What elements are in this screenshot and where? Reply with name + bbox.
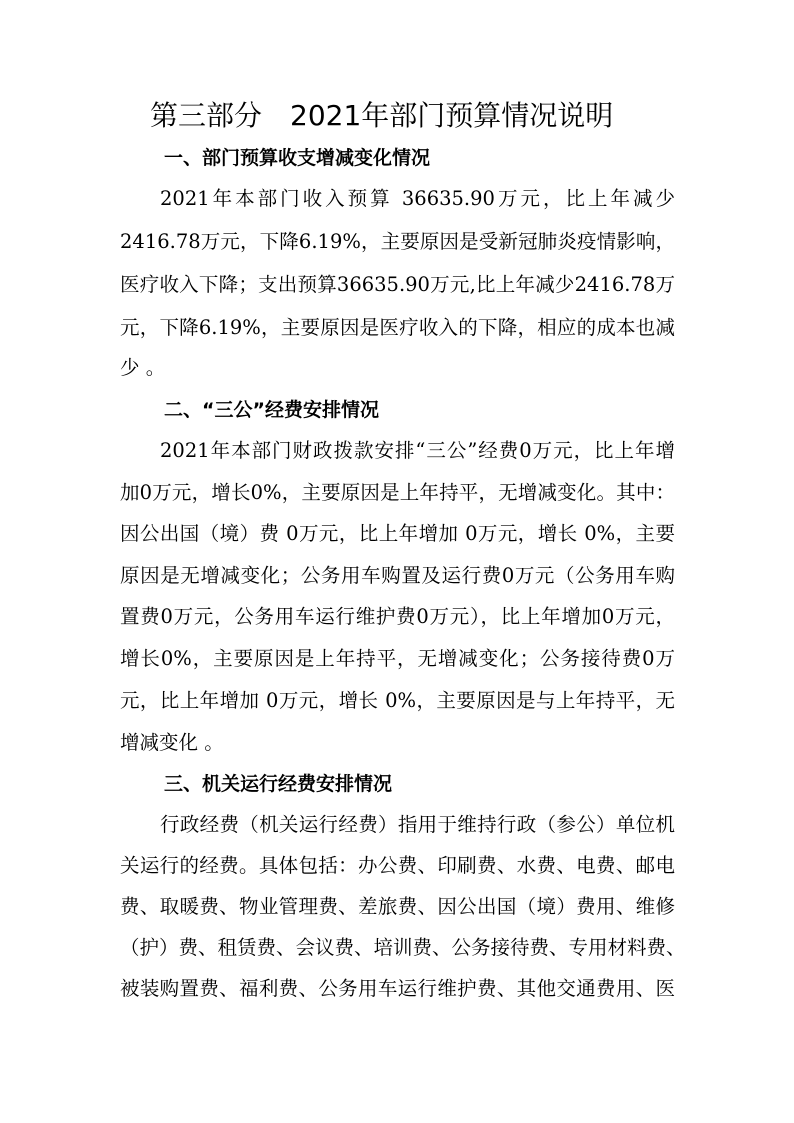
paragraph-line: 元，比上年增加 0万元，增长 0%，主要原因是与上年持平，无 (120, 689, 675, 712)
paragraph-line: 因公出国（境）费 0万元，比上年增加 0万元，增长 0%，主要 (120, 522, 675, 545)
paragraph-line: 2416.78万元，下降6.19%，主要原因是受新冠肺炎疫情影响， (120, 230, 675, 253)
section-1-heading: 一、部门预算收支增减变化情况 (164, 147, 431, 169)
paragraph-line: 原因是无增减变化；公务用车购置及运行费0万元（公务用车购 (120, 564, 675, 587)
page-title: 第三部分 2021年部门预算情况说明 (150, 99, 614, 132)
paragraph-line: 关运行的经费。具体包括：办公费、印刷费、水费、电费、邮电 (120, 854, 675, 877)
paragraph-line: 加0万元，增长0%，主要原因是上年持平，无增减变化。其中： (120, 481, 675, 504)
paragraph-line: 2021年本部门收入预算 36635.90万元，比上年减少 (160, 187, 675, 210)
section-3-heading: 三、机关运行经费安排情况 (164, 773, 393, 795)
paragraph-line: 增减变化 。 (120, 731, 224, 754)
section-2-heading: 二、“三公”经费安排情况 (164, 399, 379, 421)
paragraph-line: 行政经费（机关运行经费）指用于维持行政（参公）单位机 (160, 813, 675, 836)
paragraph-line: 少 。 (120, 356, 166, 379)
paragraph-line: （护）费、租赁费、会议费、培训费、公务接待费、专用材料费、 (120, 936, 686, 959)
paragraph-line: 2021年本部门财政拨款安排“三公”经费0万元，比上年增 (160, 439, 675, 462)
paragraph-line: 元，下降6.19%，主要原因是医疗收入的下降，相应的成本也减 (120, 316, 675, 339)
paragraph-line: 费、取暖费、物业管理费、差旅费、因公出国（境）费用、维修 (120, 895, 675, 918)
paragraph-line: 医疗收入下降；支出预算36635.90万元,比上年减少2416.78万 (120, 273, 675, 296)
paragraph-line: 置费0万元，公务用车运行维护费0万元），比上年增加0万元， (120, 605, 675, 628)
paragraph-line: 被装购置费、福利费、公务用车运行维护费、其他交通费用、医 (120, 977, 675, 1000)
paragraph-line: 增长0%，主要原因是上年持平，无增减变化；公务接待费0万 (120, 647, 675, 670)
